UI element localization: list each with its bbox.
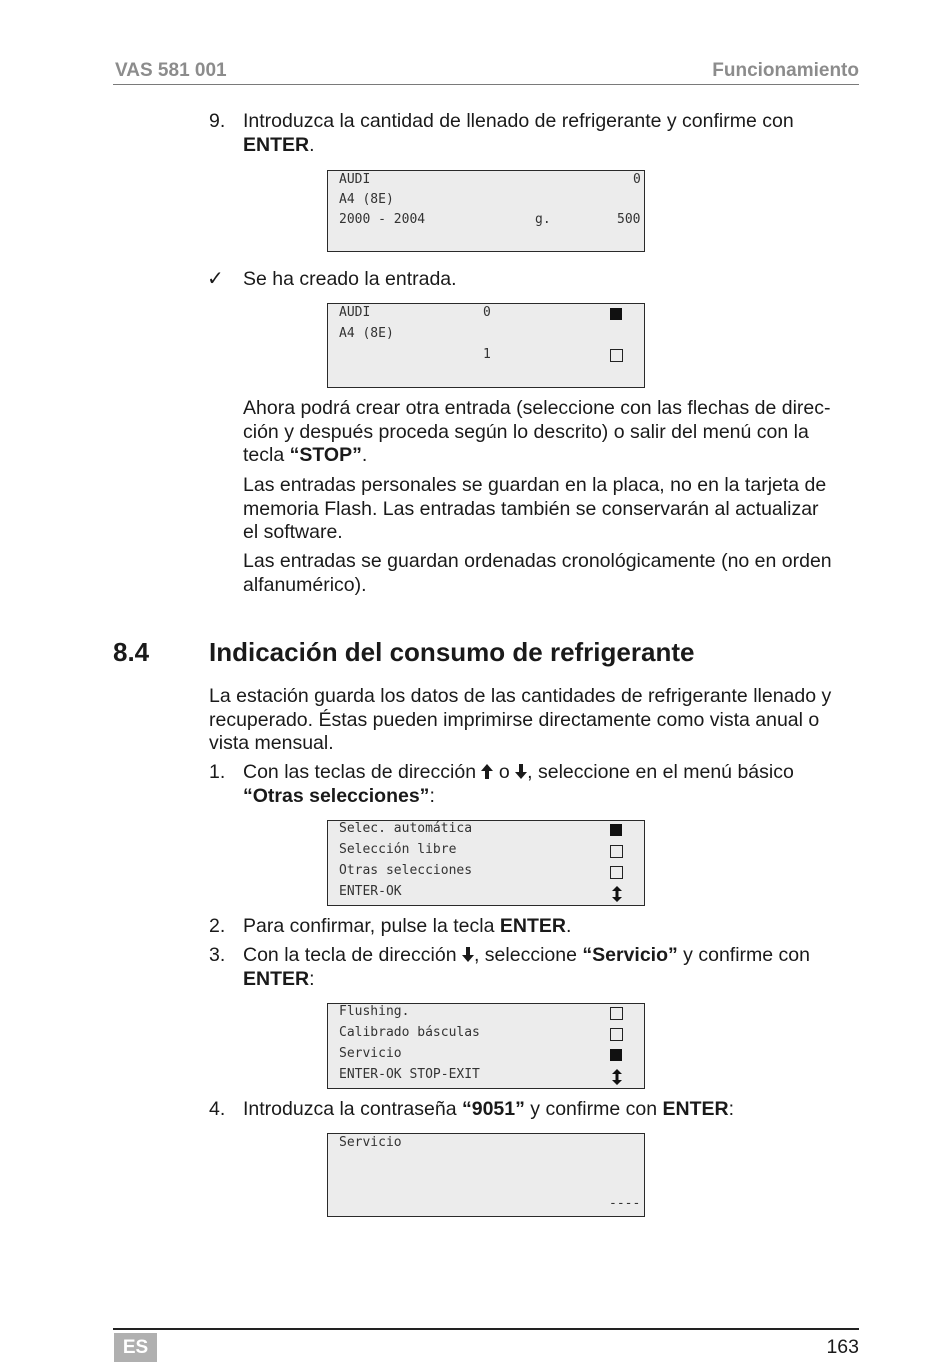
para1-line1: Ahora podrá crear otra entrada (seleccione con las flechas de direc- — [243, 397, 831, 419]
step-4-end: : — [728, 1098, 735, 1120]
paragraph-navigation — [243, 397, 859, 468]
lcd2-index-2: 1 — [483, 347, 491, 362]
lcd-display-5 — [327, 1133, 645, 1217]
step-9-enter: ENTER — [243, 133, 310, 156]
step-4-b: y confirme con — [524, 1098, 663, 1120]
para3-line1: Las entradas se guardan ordenadas cronológicamente (no en orden — [243, 550, 832, 572]
lcd4-line2: Calibrado básculas — [339, 1025, 480, 1040]
lcd1-model: A4 (8E) — [339, 192, 394, 207]
page-number: 163 — [826, 1336, 859, 1358]
step-4-a: Introduzca la contraseña — [243, 1098, 462, 1120]
para3-line2: alfanumérico). — [243, 573, 367, 596]
lcd3-line2: Selección libre — [339, 842, 457, 857]
para1-stop: “STOP” — [289, 444, 362, 467]
step-3-text — [243, 944, 859, 991]
empty-square-icon — [610, 349, 623, 362]
lcd4-line1: Flushing. — [339, 1004, 410, 1019]
footer-rule — [113, 1328, 859, 1330]
step-1-a: Con las teclas de dirección — [243, 761, 482, 783]
step-3-b: , seleccione — [473, 944, 583, 966]
lcd1-amount: 500 — [617, 212, 641, 227]
lcd2-make: AUDI — [339, 305, 371, 320]
lcd2-model: A4 (8E) — [339, 326, 394, 341]
step-1-number: 1. — [209, 761, 226, 783]
doc-id: VAS 581 001 — [115, 60, 227, 81]
lcd1-years: 2000 - 2004 — [339, 212, 426, 227]
up-down-arrow-icon — [612, 1069, 622, 1085]
section-intro — [209, 685, 859, 756]
step-1-end: : — [429, 784, 435, 807]
step-3-end: : — [309, 967, 315, 990]
para2-line1: Las entradas personales se guardan en la placa, no en la tarjeta de — [243, 474, 827, 496]
intro-line3: vista mensual. — [209, 732, 334, 755]
step-1-c: , seleccione en el menú básico — [527, 761, 794, 783]
para1-line3a: tecla — [243, 444, 290, 467]
lcd3-line1: Selec. automática — [339, 821, 473, 836]
section-number: 8.4 — [113, 637, 150, 667]
para2-line2: memoria Flash. Las entradas también se conservarán al actualizar — [243, 497, 819, 520]
lcd-display-1 — [327, 170, 645, 252]
step-2-a: Para confirmar, pulse la tecla — [243, 915, 500, 937]
lcd5-title: Servicio — [339, 1135, 402, 1150]
lcd-display-2 — [327, 303, 645, 388]
step-3-servicio: “Servicio” — [582, 944, 678, 966]
step-3-a: Con la tecla de dirección — [243, 944, 462, 966]
step-2-end: . — [565, 915, 572, 937]
intro-line1: La estación guarda los datos de las cantidades de refrigerante llenado y — [209, 685, 832, 707]
step-1-text — [243, 761, 859, 808]
lcd1-make: AUDI — [339, 172, 371, 187]
empty-square-icon — [610, 1028, 623, 1041]
filled-square-icon — [610, 824, 622, 836]
para2-line3: el software. — [243, 521, 343, 544]
lcd3-line3: Otras selecciones — [339, 863, 473, 878]
step-9-text — [243, 110, 859, 157]
lcd4-line3: Servicio — [339, 1046, 402, 1061]
lcd3-line4: ENTER-OK — [339, 884, 402, 899]
step-9-number: 9. — [209, 110, 226, 132]
language-badge: ES — [114, 1333, 157, 1362]
step-4-enter: ENTER — [662, 1098, 729, 1120]
filled-square-icon — [610, 308, 622, 320]
step-4-password: “9051” — [461, 1098, 525, 1120]
arrow-down-icon — [462, 947, 474, 962]
step-2-enter: ENTER — [499, 915, 566, 937]
header-rule — [113, 84, 859, 85]
para1-line2: ción y después proceda según lo descrito) o salir del menú con la — [243, 420, 809, 443]
step-3-number: 3. — [209, 944, 226, 966]
paragraph-order — [243, 550, 859, 597]
arrow-down-icon — [515, 764, 527, 779]
step-1-otras: “Otras selecciones” — [243, 784, 430, 807]
lcd1-unit: g. — [535, 212, 551, 227]
section-title: Indicación del consumo de refrigerante — [209, 637, 695, 667]
lcd-display-3 — [327, 820, 645, 906]
header-section: Funcionamiento — [712, 60, 859, 81]
intro-line2: recuperado. Éstas pueden imprimirse directamente como vista anual o — [209, 708, 820, 731]
lcd-display-4 — [327, 1003, 645, 1089]
empty-square-icon — [610, 866, 623, 879]
lcd4-line4: ENTER-OK STOP-EXIT — [339, 1067, 480, 1082]
step-2-number: 2. — [209, 915, 226, 937]
empty-square-icon — [610, 1007, 623, 1020]
step-9-line1: Introduzca la cantidad de llenado de refrigerante y confirme con — [243, 110, 794, 132]
filled-square-icon — [610, 1049, 622, 1061]
step-2-text — [243, 915, 859, 939]
step-4-text — [243, 1098, 859, 1122]
step-3-c: y confirme con — [677, 944, 810, 966]
up-down-arrow-icon — [612, 886, 622, 902]
step-3-enter: ENTER — [243, 967, 310, 990]
para1-line3c: . — [361, 444, 368, 467]
lcd1-index: 0 — [633, 172, 641, 187]
lcd5-password-field: ---- — [609, 1196, 641, 1211]
step-1-b: o — [493, 761, 516, 783]
paragraph-storage — [243, 474, 859, 545]
empty-square-icon — [610, 845, 623, 858]
result-text: Se ha creado la entrada. — [243, 268, 457, 290]
arrow-up-icon — [481, 764, 493, 779]
step-9-end: . — [309, 133, 315, 156]
check-icon: ✓ — [207, 268, 224, 290]
step-4-number: 4. — [209, 1098, 226, 1120]
lcd2-index: 0 — [483, 305, 491, 320]
